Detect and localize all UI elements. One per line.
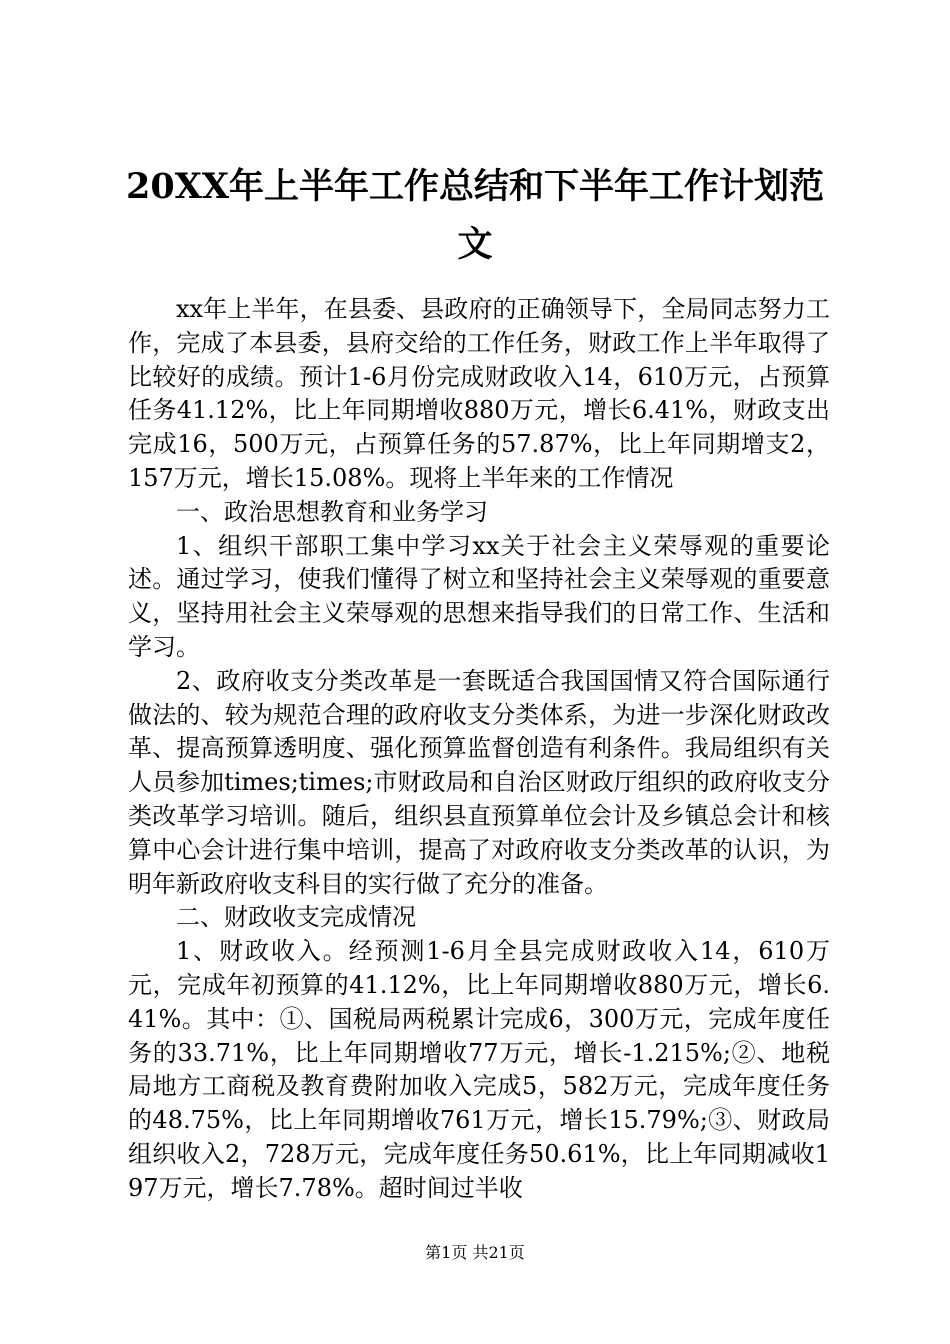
paragraph-intro: xx年上半年，在县委、县政府的正确领导下，全局同志努力工作，完成了本县委，县府交给的工作任务，财政工作上半年取得了比较好的成绩。预计1-6月份完成财政收入14，610万元，占预算任务41.12%，比上年同期增收880万元，增长6.41%，财政支出完成16，500万元，占预算任务的57.87%，比上年同期增支2，157万元，增长15.08%。现将上半年来的工作情况 xyxy=(128,295,830,492)
section-heading-1: 一、政治思想教育和业务学习 xyxy=(176,497,488,526)
page-number-footer: 第1页 共21页 xyxy=(425,1243,525,1262)
document-body xyxy=(128,293,830,1206)
document-title: 20XX年上半年工作总结和下半年工作计划范文 xyxy=(125,166,825,265)
paragraph-item-1: 1、组织干部职工集中学习xx关于社会主义荣辱观的重要论述。通过学习，使我们懂得了树立和坚持社会主义荣辱观的重要意义，坚持用社会主义荣辱观的思想来指导我们的日常工作、生活和学习。 xyxy=(128,531,830,661)
paragraph-item-2: 2、政府收支分类改革是一套既适合我国国情又符合国际通行做法的、较为规范合理的政府收支分类体系，为进一步深化财政改革、提高预算透明度、强化预算监督创造有利条件。我局组织有关人员参加times;times;市财政局和自治区财政厅组织的政府收支分类改革学习培训。随后，组织县直预算单位会计及乡镇总会计和核算中心会计进行集中培训，提高了对政府收支分类改革的认识，为明年新政府收支科目的实行做了充分的准备。 xyxy=(128,666,830,898)
section-heading-2: 二、财政收支完成情况 xyxy=(176,903,416,932)
paragraph-finance-revenue: 1、财政收入。经预测1-6月全县完成财政收入14，610万元，完成年初预算的41.12%，比上年同期增收880万元，增长6.41%。其中：①、国税局两税累计完成6，300万元，完成年度任务的33.71%，比上年同期增收77万元，增长-1.215%;②、地税局地方工商税及教育费附加收入完成5，582万元，完成年度任务的48.75%，比上年同期增收761万元，增长15.79%;③、财政局组织收入2，728万元，完成年度任务50.61%，比上年同期减收197万元，增长7.78%。超时间过半收 xyxy=(128,937,830,1202)
